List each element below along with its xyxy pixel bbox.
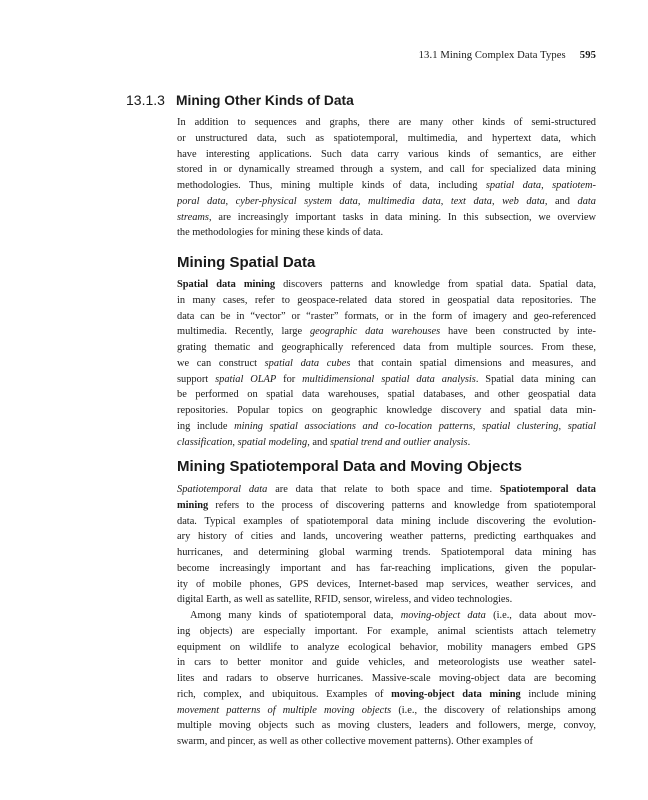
spatial-paragraph (177, 277, 596, 450)
italic-term: spatial OLAP (215, 373, 277, 385)
text-line: classification, spatial modeling, and spatial trend and outlier analysis. (177, 436, 471, 448)
bold-term: Spatiotemporal data (499, 484, 596, 495)
text-line: rich, complex, and ubiquitous. Examples of moving-object data mining include mining (177, 688, 596, 700)
text-line: Spatiotemporal data are data that relate to both space and time. Spatiotemporal data (177, 484, 596, 495)
italic-term: data (577, 195, 596, 207)
subsection-title-spatial: Mining Spatial Data (177, 254, 316, 271)
text-line: Spatial data mining discovers patterns and knowledge from spatial data. Spatial data, (177, 279, 596, 290)
italic-term: streams (177, 211, 209, 223)
bold-term: mining (177, 499, 209, 511)
intro-paragraph (177, 115, 596, 241)
text-line: be performed on spatial data warehouses, spatial databases, and other geospatial data (177, 389, 596, 401)
text-line: movement patterns of multiple moving objects (i.e., the discovery of relationships among (177, 704, 596, 716)
text-line: ity of mobile phones, GPS devices, Internet-based map services, weather services, and (177, 578, 596, 590)
italic-term: poral data (177, 195, 226, 207)
text-line: Among many kinds of spatiotemporal data, moving-object data (i.e., data about mov- (190, 610, 596, 622)
text-line: or unstructured data, such as spatiotemporal, multimedia, and hypertext data, which (177, 132, 596, 144)
text-line: lites and radars to observe hurricanes. Massive-scale moving-object data are becoming (177, 673, 596, 685)
spatiotemporal-paragraph (177, 482, 596, 750)
text-line: data. Typical examples of spatiotemporal data mining include discovering the evolution- (177, 515, 596, 527)
italic-term: spatiotem- (552, 180, 596, 192)
text-line: in many cases, refer to geospace-related data stored in geospatial data repositories. The (177, 294, 596, 306)
bold-term: moving-object data mining (391, 688, 521, 700)
text-line: streams, are increasingly important tasks in data mining. In this subsection, we overview (177, 211, 596, 223)
italic-term: spatial data cubes (264, 357, 351, 369)
text-line: In addition to sequences and graphs, there are many other kinds of semi-structured (177, 117, 596, 128)
italic-term: movement patterns of multiple moving objects (177, 704, 392, 716)
italic-term: spatial clustering (482, 420, 559, 432)
text-line: multimedia. Recently, large geographic data warehouses have been constructed by inte- (177, 326, 596, 338)
italic-term: cyber-physical system data (235, 195, 358, 207)
section-title: Mining Other Kinds of Data (176, 93, 354, 108)
text-line: grating thematic and geographically referenced data from multiple sources. From these, (177, 342, 596, 354)
text-line: repositories. Popular topics on geographic knowledge discovery and spatial data min- (177, 405, 596, 417)
italic-term: geographic data warehouses (309, 326, 441, 338)
italic-term: spatial (567, 420, 596, 432)
text-line: methodologies. Thus, mining multiple kinds of data, including spatial data, spatiotem- (177, 180, 596, 192)
text-line: multiple moving objects such as moving clusters, leaders and followers, merge, convoy, (177, 720, 596, 732)
text-line: poral data, cyber-physical system data, multimedia data, text data, web data, and data (177, 195, 596, 207)
text-line: ary history of cities and lands, uncovering weather patterns, predicting earthquakes and (177, 531, 596, 543)
text-line: we can construct spatial data cubes that contain spatial dimensions and measures, and (177, 357, 596, 369)
section-heading (126, 92, 354, 108)
running-head-title: 13.1 Mining Complex Data Types (418, 50, 566, 61)
text-line: in cars to better monitor and guide vehicles, and meteorologists use weather satel- (177, 657, 596, 669)
text-line: hurricanes, and determining global warming trends. Spatiotemporal data mining has (177, 547, 596, 559)
italic-term: mining spatial associations and co-location patterns (234, 420, 473, 432)
italic-term: multimedia data (368, 195, 441, 207)
italic-term: classification (177, 436, 233, 448)
text-line: mining refers to the process of discovering patterns and knowledge from spatiotemporal (177, 499, 596, 511)
text-line: become increasingly important and has far-reaching implications, given the popular- (177, 562, 596, 574)
italic-term: moving-object data (400, 610, 486, 622)
italic-term: spatial trend and outlier analysis (329, 436, 468, 448)
italic-term: text data (450, 195, 492, 207)
text-line: data can be in “vector” or “raster” formats, or in the form of imagery and geo-referenced (177, 310, 596, 322)
text-line: swarm, and pincer, as well as other collective movement patterns). Other examples of (177, 736, 533, 748)
text-line: stored in or dynamically streamed through a system, and call for specialized data mining (177, 164, 596, 176)
section-number: 13.1.3 (126, 92, 165, 108)
italic-term: web data (502, 195, 545, 207)
italic-term: spatial modeling (237, 436, 308, 448)
italic-term: multidimensional spatial data analysis (302, 373, 476, 385)
running-head (419, 50, 596, 61)
text-line: equipment on wildlife to analyze ecological behavior, mobility managers embed GPS (177, 641, 596, 653)
text-line: ing include mining spatial associations and co-location patterns, spatial clustering, spatial (177, 420, 596, 432)
text-line: the methodologies for mining these kinds of data. (177, 227, 384, 239)
subsection-title-spatiotemporal: Mining Spatiotemporal Data and Moving Objects (177, 458, 523, 475)
page-number: 595 (579, 50, 596, 61)
bold-term: Spatial data mining (177, 279, 276, 290)
text-line: support spatial OLAP for multidimensional spatial data analysis. Spatial data mining can (177, 373, 596, 385)
italic-term: Spatiotemporal data (177, 484, 268, 495)
text-line: have interesting applications. Such data carry various kinds of semantics, are either (177, 148, 596, 160)
italic-term: spatial data (485, 180, 542, 192)
text-line: ing objects) are especially important. For example, animal scientists attach telemetry (177, 625, 596, 637)
text-line: digital Earth, as well as satellite, RFID, sensor, wireless, and video technologies. (177, 594, 513, 606)
